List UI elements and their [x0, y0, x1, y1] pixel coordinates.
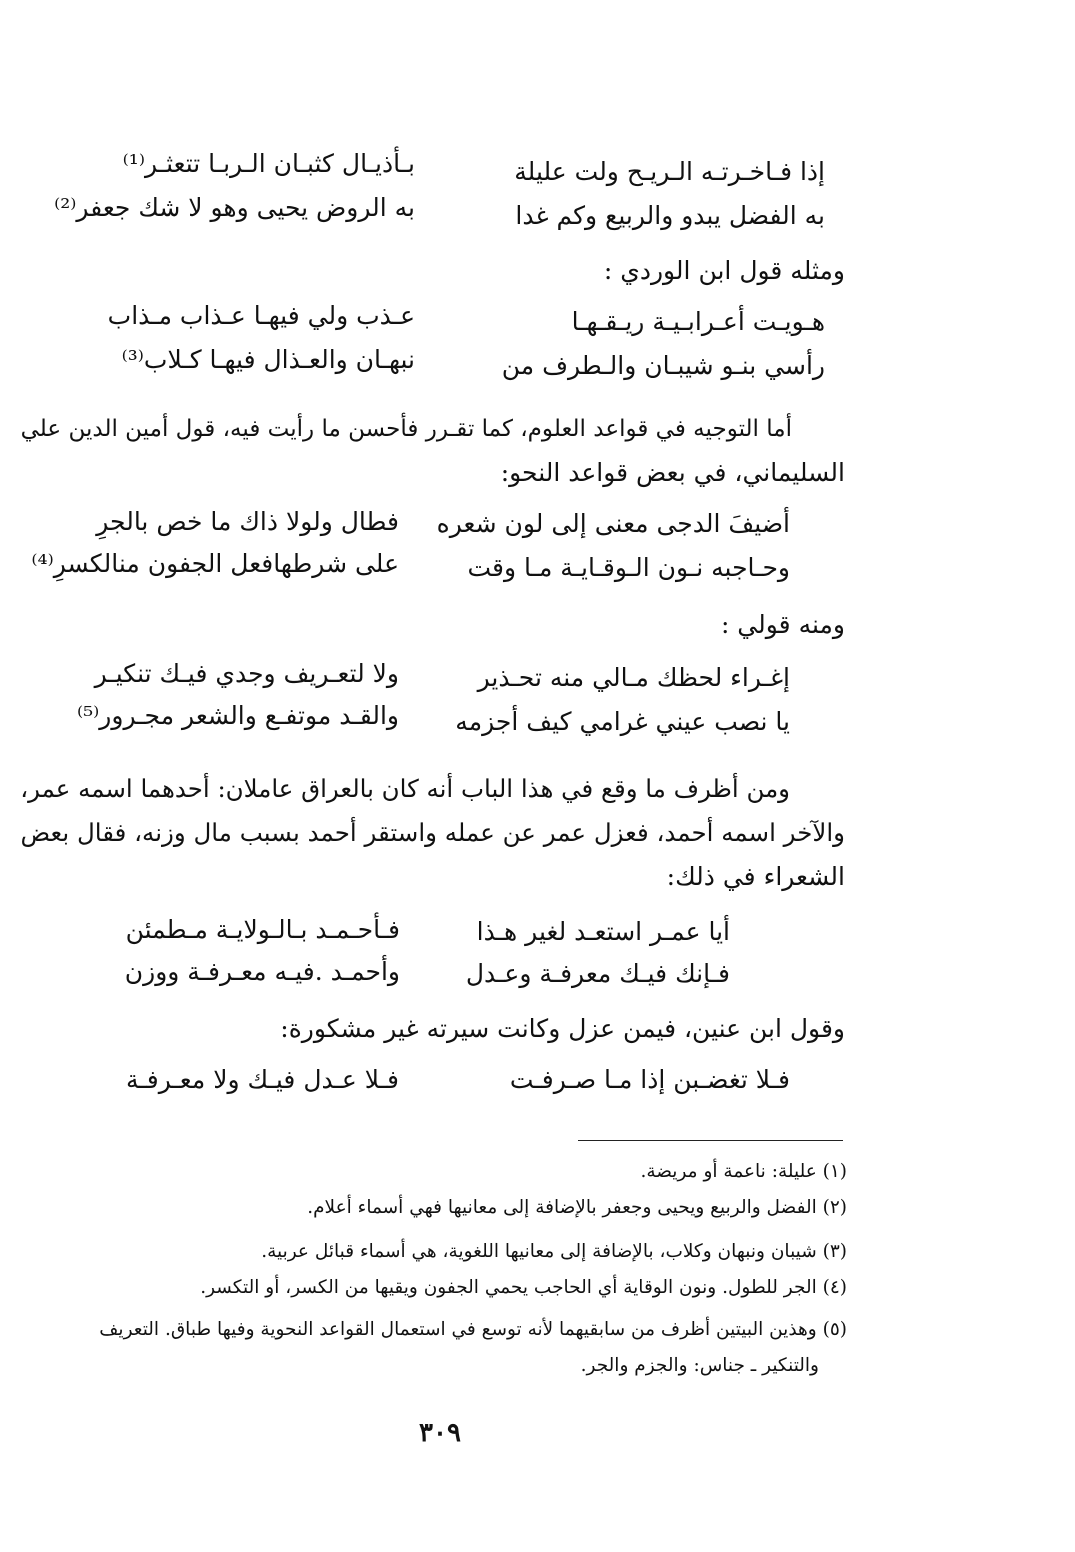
verse-1-first-hemistich: إذا فـاخـرتـه الـريـح ولت عليلة: [514, 157, 825, 186]
verse-11-first-hemistich: فـلا تغضـبن إذا مـا صـرفـت: [509, 1065, 790, 1094]
verse-9-second-hemistich: فـأحـمـد بـالـولايـة مـطمئن: [125, 915, 400, 944]
footnote-1: (١) عليلة: ناعمة أو مريضة.: [640, 1161, 847, 1182]
footnote-3: (٣) شيبان ونبهان وكلاب، بالإضافة إلى معانيها اللغوية، هي أسماء قبائل عربية.: [261, 1241, 847, 1262]
verse-5-second-hemistich: فطال ولولا ذاك ما خص بالجرِ: [96, 507, 399, 536]
verse-2-second-hemistich: به الروض يحيى وهو لا شك جعفر⁽²⁾: [54, 193, 415, 222]
prose-anecdote-line-1: ومن أظرف ما وقع في هذا الباب أنه كان بالعراق عاملان: أحدهما اسمه عمر،: [20, 774, 790, 803]
verse-2-first-hemistich: به الفضل يبدو والربيع وكم غدا: [515, 201, 825, 230]
verse-1-second-hemistich: بـأذيـال كثبـان الـربـا تتعثـر⁽¹⁾: [122, 149, 415, 178]
prose-intro-my-saying: ومنه قولي :: [720, 610, 845, 639]
verse-8-second-hemistich: والقـد موتفـع والشعر مجـرور⁽⁵⁾: [76, 701, 399, 730]
verse-10-first-hemistich: فـإنك فيـك معرفـة وعـدل: [465, 959, 730, 988]
prose-intro-ibn-unayn: وقول ابن عنين، فيمن عزل وكانت سيرته غير مشكورة:: [280, 1014, 845, 1043]
footnote-5-line-1: (٥) وهذين البيتين أظرف من سابقيهما لأنه توسع في استعمال القواعد النحوية وفيها طباق. التعريف: [99, 1319, 847, 1340]
verse-10-second-hemistich: وأحمـد .فيـه معـرفـة ووزن: [124, 957, 400, 986]
verse-4-second-hemistich: نبهـان والعـذال فيهـا كـلاب⁽³⁾: [121, 345, 415, 374]
prose-paragraph-line-2: السليماني، في بعض قواعد النحو:: [500, 458, 845, 487]
verse-3-second-hemistich: عـذب ولي فيهـا عـذاب مـذاب: [107, 301, 415, 330]
verse-7-first-hemistich: إغـراء لحظك مـالي منه تحـذير: [477, 663, 790, 692]
footnote-5-line-2: والتنكير ـ جناس: والجزم والجر.: [580, 1355, 819, 1376]
footnote-4: (٤) الجر للطول. ونون الوقاية أي الحاجب يحمي الجفون ويقيها من الكسر، أو التكسر.: [200, 1277, 847, 1298]
page-number: ٣٠٩: [419, 1418, 461, 1448]
prose-anecdote-line-2: والآخر اسمه أحمد، فعزل عمر عن عمله واستقر أحمد بسبب مال وزنه، فقال بعض: [20, 818, 845, 847]
verse-11-second-hemistich: فـلا عـدل فيـك ولا معـرفـة: [126, 1065, 399, 1094]
verse-4-first-hemistich: رأسي بنـو شيبـان والـطرف من: [501, 351, 825, 380]
footnote-separator: [578, 1140, 843, 1141]
prose-paragraph-line-1: أما التوجيه في قواعد العلوم، كما تقـرر فأحسن ما رأيت فيه، قول أمين الدين علي: [20, 416, 792, 442]
verse-7-second-hemistich: ولا لتعـريف وجدي فيـك تنكيـر: [94, 659, 399, 688]
verse-8-first-hemistich: يا نصب عيني غرامي كيف أجزمه: [455, 707, 790, 736]
verse-6-second-hemistich: على شرطهافعل الجفون منالكسرِ⁽⁴⁾: [31, 549, 399, 578]
prose-intro-ibn-al-wardi: ومثله قول ابن الوردي :: [603, 256, 845, 285]
verse-6-first-hemistich: وحـاجبه نـون الـوقـايـة مـا وقت: [467, 553, 790, 582]
prose-anecdote-line-3: الشعراء في ذلك:: [666, 862, 845, 891]
verse-9-first-hemistich: أيا عمـر استعـد لغير هـذا: [476, 917, 730, 946]
footnote-2: (٢) الفضل والربيع ويحيى وجعفر بالإضافة إلى معانيها فهي أسماء أعلام.: [307, 1197, 847, 1218]
verse-5-first-hemistich: أضيفَ الدجى معنى إلى لون شعره: [436, 509, 790, 538]
verse-3-first-hemistich: هـويـت أعـرابـيـة ريـقـهـا: [571, 307, 825, 336]
